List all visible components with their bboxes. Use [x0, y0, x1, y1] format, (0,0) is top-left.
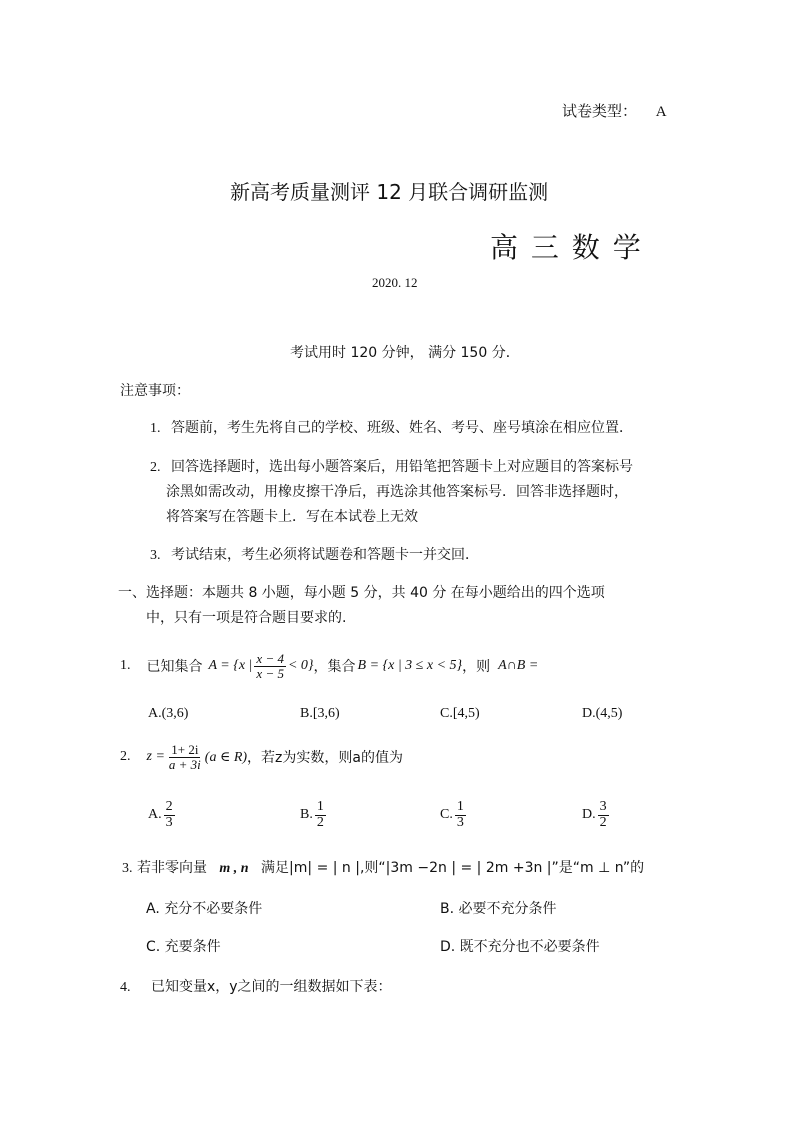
question-1: 1. 已知集合 A = {x | $\frac{x - 4}{x - 5}$ < 0} ，集合 B = {x | 3 ≤ x < 5} ，则 A∩B = — [120, 651, 539, 681]
notice-item-2-line-2: 涂黑如需改动，用橡皮擦干净后，再选涂其他答案标号．回答非选择题时， — [166, 484, 628, 500]
q3-option-c: C. 充要条件 — [146, 939, 221, 955]
q2-option-a: A. $\frac{2}{3}$ — [148, 799, 173, 830]
question-2: 2. z = $\frac{1+ 2i}{a + 3i}$ (a ∈ R) ，若z为实数，则a的值为 — [120, 742, 403, 772]
exam-title: 新高考质量测评 12 月联合调研监测 — [230, 180, 549, 204]
q1-option-c: C.[4,5) — [440, 706, 480, 721]
paper-type-label: 试卷类型： — [562, 102, 638, 120]
q3-option-b: B. 必要不充分条件 — [440, 901, 557, 917]
q2-fraction: $\frac{1+ 2i}{a + 3i}$ — [168, 742, 201, 772]
notice-item-2-line-3: 将答案写在答题卡上．写在本试卷上无效 — [166, 509, 418, 525]
question-3: 3. 若非零向量 m , n 满足|m| = | n |,则“|3m −2n | = | 2m +3n |”是“m ⊥ n”的 — [122, 860, 645, 876]
exam-info: 考试用时 120 分钟， 满分 150 分． — [290, 345, 520, 361]
paper-type-value: A — [655, 104, 667, 120]
q2-option-c: C. $\frac{1}{3}$ — [440, 799, 464, 830]
exam-date: 2020. 12 — [372, 275, 418, 290]
q2-option-b: B. $\frac{1}{2}$ — [300, 799, 324, 830]
q1-option-b: B.[3,6) — [300, 706, 340, 721]
section-heading-line-2: 中，只有一项是符合题目要求的. — [146, 610, 347, 626]
q3-option-a: A. 充分不必要条件 — [146, 901, 263, 917]
exam-subject: 高 三 数 学 — [490, 231, 643, 264]
question-4: 4. 已知变量x，y之间的一组数据如下表： — [120, 979, 392, 995]
notice-item-1: 1. 答题前，考生先将自己的学校、班级、姓名、考号、座号填涂在相应位置． — [150, 420, 633, 436]
notice-item-2: 2. 回答选择题时，选出每小题答案后，用铅笔把答题卡上对应题目的答案标号 — [150, 459, 633, 475]
notice-heading: 注意事项： — [120, 383, 190, 399]
q1-option-d: D.(4,5) — [582, 706, 623, 721]
q1-option-a: A.(3,6) — [148, 706, 189, 721]
notice-item-3: 3. 考试结束，考生必须将试题卷和答题卡一并交回． — [150, 547, 479, 563]
section-heading-line-1: 一、选择题：本题共 8 小题，每小题 5 分，共 40 分 在每小题给出的四个选项 — [118, 585, 605, 601]
q3-option-d: D. 既不充分也不必要条件 — [440, 939, 600, 955]
q1-fraction: $\frac{x - 4}{x - 5}$ — [256, 651, 284, 681]
q2-option-d: D. $\frac{3}{2}$ — [582, 799, 607, 830]
paper-type — [562, 100, 667, 121]
